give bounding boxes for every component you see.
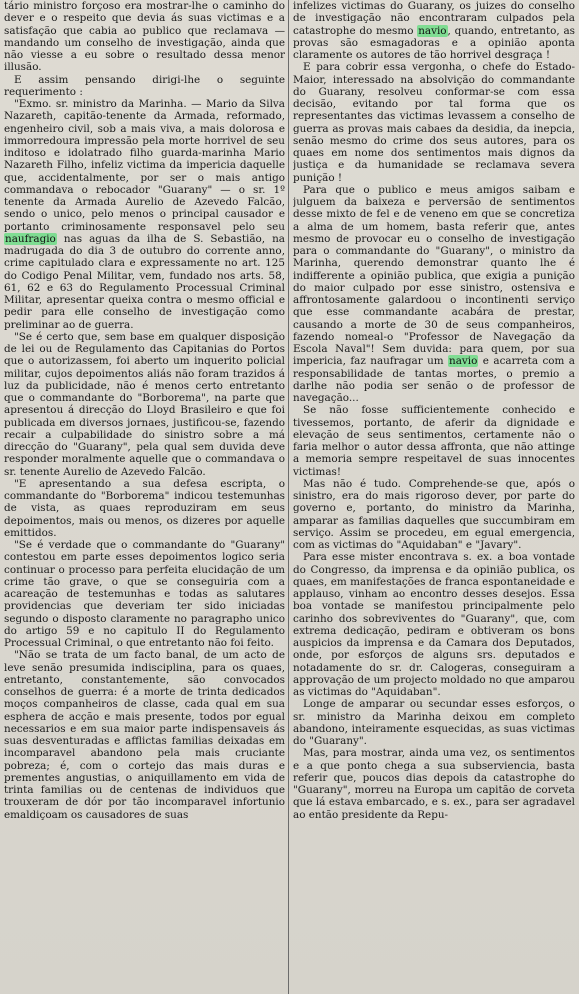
highlighted-term: navio (449, 355, 478, 368)
paragraph: "Se é verdade que o commandante do "Guarany" contestou em parte esses depoimentos logico seria continuar o processo para perfeita elucidação de um crime tão grave, o que se conseguiria com a acareação de testemunhas e todas as salutares providencias que deveriam ter sido iniciadas segundo o disposto claramente no paragrapho unico do artigo 59 e no capitulo II do Regulamento Processual Criminal, o que entretanto não foi feito. (4, 539, 285, 649)
highlighted-term: navio (418, 24, 447, 37)
paragraph: Para esse mister encontrava s. ex. a boa vontade do Congresso, da imprensa e da opinião publica, os quaes, em manifestações de franca espontaneidade e applauso, vinham ao encontro desses desejos. Essa boa vontade se manifestou principalmente pelo carinho dos sobreviventes do "Guarany", que, com extrema dedicação, pediram e obtiveram os bons auspicios da imprensa e da Camara dos Deputados, onde, por esforços de alguns srs. deputados e notadamente do sr. dr. Calogeras, conseguiram a approvação de um projecto moldado no que amparou as victimas do "Aquidaban". (293, 551, 575, 698)
paragraph: Longe de amparar ou secundar esses esforços, o sr. ministro da Marinha deixou em completo abandono, inteiramente esquecidas, as suas victimas do "Guarany". (293, 698, 575, 747)
paragraph: "Não se trata de um facto banal, de um acto de leve senão presumida indisciplina, para os quaes, entretanto, constantemente, são convocados conselhos de guerra: é a morte de trinta dedicados moços companheiros de classe, cada qual em sua esphera de acção e mais presente, todos por egual necessarios e em sua maior parte indispensaveis ás suas desventuradas e afflictas familias deixadas em incomparavel abandono pela mais cruciante pobreza; é, com o cortejo das mais duras e prementes angustias, o aniquillamento em vida de trinta familias ou de centenas de individuos que trouxeram de dór por tão incomparavel infortunio emaldiçoam os causadores de suas (4, 649, 285, 821)
paragraph: E para cobrir essa vergonha, o chefe do Estado-Maior, interessado na absolvição do commandante do Guarany, resolveu conformar-se com essa decisão, evitando por tal forma que os representantes das victimas levassem a conselho de guerra as provas mais cabaes da desidia, da inepcia, senão mesmo do crime dos seus autores, para os quaes em nome dos sentimentos mais dignos da justiça e da humanidade se reclamava severa punição ! (293, 61, 575, 184)
paragraph: E assim pensando dirigi-lhe o seguinte requerimento : (4, 73, 285, 98)
highlighted-term: naufragio (5, 232, 56, 245)
paragraph: Mas não é tudo. Comprehende-se que, após o sinistro, era do mais rigoroso dever, por parte do governo e, portanto, do ministro da Marinha, amparar as familias daquelles que succumbiram em serviço. Assim se procedeu, em egual emergencia, com as victimas do "Aquidaban" e "Javary". (293, 477, 575, 551)
paragraph: tário ministro forçoso era mostrar-lhe o caminho do dever e o respeito que devia ás suas victimas e a satisfação que cabia ao publico que reclamava — mandando um conselho de investigação, ainda que não viesse a eu sobre o resultado dessa menor illusão. (4, 0, 285, 74)
left-column (4, 0, 285, 994)
paragraph: infelizes victimas do Guarany, os juizes do conselho de investigação não encontraram culpados pela catastrophe do mesmo navio, quando, entretanto, as provas são esmagadoras e a opinião aponta claramente os autores de tão horrivel desgraça ! (293, 0, 575, 61)
right-column (293, 0, 575, 994)
paragraph: Mas, para mostrar, ainda uma vez, os sentimentos e a que ponto chega a sua subserviencia, basta referir que, poucos dias depois da catastrophe do "Guarany", morreu na Europa um capitão de corveta que lá estava embarcado, e s. ex., para ser agradavel ao então presidente da Repu- (293, 747, 575, 821)
paragraph: Se não fosse sufficientemente conhecido e tivessemos, portanto, de aferir da dignidade e elevação de seus sentimentos, certamente não o faria melhor o autor dessa affronta, que não attinge a memoria sempre respeitavel de suas innocentes victimas! (293, 404, 575, 478)
paragraph: "E apresentando a sua defesa escripta, o commandante do "Borborema" indicou testemunhas de vista, as quaes reproduziram em seus depoimentos, mais ou menos, os dizeres por aquelle emittidos. (4, 477, 285, 539)
paragraph: Para que o publico e meus amigos saibam e julguem da baixeza e perversão de sentimentos desse mixto de fel e de veneno em que se concretiza a alma de um homem, basta referir que, antes mesmo de provocar eu o conselho de investigação para o commandante do "Guarany", o ministro da Marinha, querendo demonstrar quanto lhe é indifferente a opinião publica, que exigia a punição do maior culpado por esse sinistro, ostensiva e affrontosamente galardoou o incontinenti serviço que esse commandante acabára de prestar, causando a morte de 30 de seus companheiros, fazendo nomeal-o "Professor de Navegação da Escola Naval"! Sem duvida: para quem, por sua impericia, faz naufragar um navio e acarreta com a responsabilidade de tantas mortes, o premio a darlhe não podia ser senão o de professor de navegação... (293, 183, 575, 404)
paragraph: "Se é certo que, sem base em qualquer disposição de lei ou de Regulamento das Capitanias do Portos que o autorizassem, foi aberto um inquerito policial militar, cujos depoimentos aliás não foram trazidos á luz da publicidade, não é menos certo entretanto que o commandante do "Borborema", na parte que apresentou á direcção do Lloyd Brasileiro e que foi publicada em diversos jornaes, justificou-se, fazendo recair a culpabilidade do sinistro sobre a má direcção do "Guarany", pela qual sem duvida deve responder moralmente aquelle que o commandava o sr. tenente Aurelio de Azevedo Falcão. (4, 330, 285, 478)
column-divider (288, 0, 289, 994)
paragraph: "Exmo. sr. ministro da Marinha. — Mario da Silva Nazareth, capitão-tenente da Armada, reformado, engenheiro civil, sob a mais viva, a mais dolorosa e immorredoura impressão pela morte horrivel de seu inditoso e idolatrado filho guarda-marinha Mario Nazareth Filho, infeliz victima da impericia daquelle que, accidentalmente, por ser o mais antigo commandava o rebocador "Guarany" — o sr. 1º tenente da Armada Aurelio de Azevedo Falcão, sendo o unico, pelo menos o principal causador e portanto criminosamente responsavel pelo seu naufragio nas aguas da ilha de S. Sebastião, na madrugada do dia 3 de outubro do corrente anno, crime capitulado clara e expressamente no art. 125 do Codigo Penal Militar, vem, fundado nos arts. 58, 61, 62 e 63 do Regulamento Processual Criminal Militar, apresentar queixa contra o mesmo official e pedir para elle conselho de investigação como preliminar ao de guerra. (4, 98, 285, 331)
